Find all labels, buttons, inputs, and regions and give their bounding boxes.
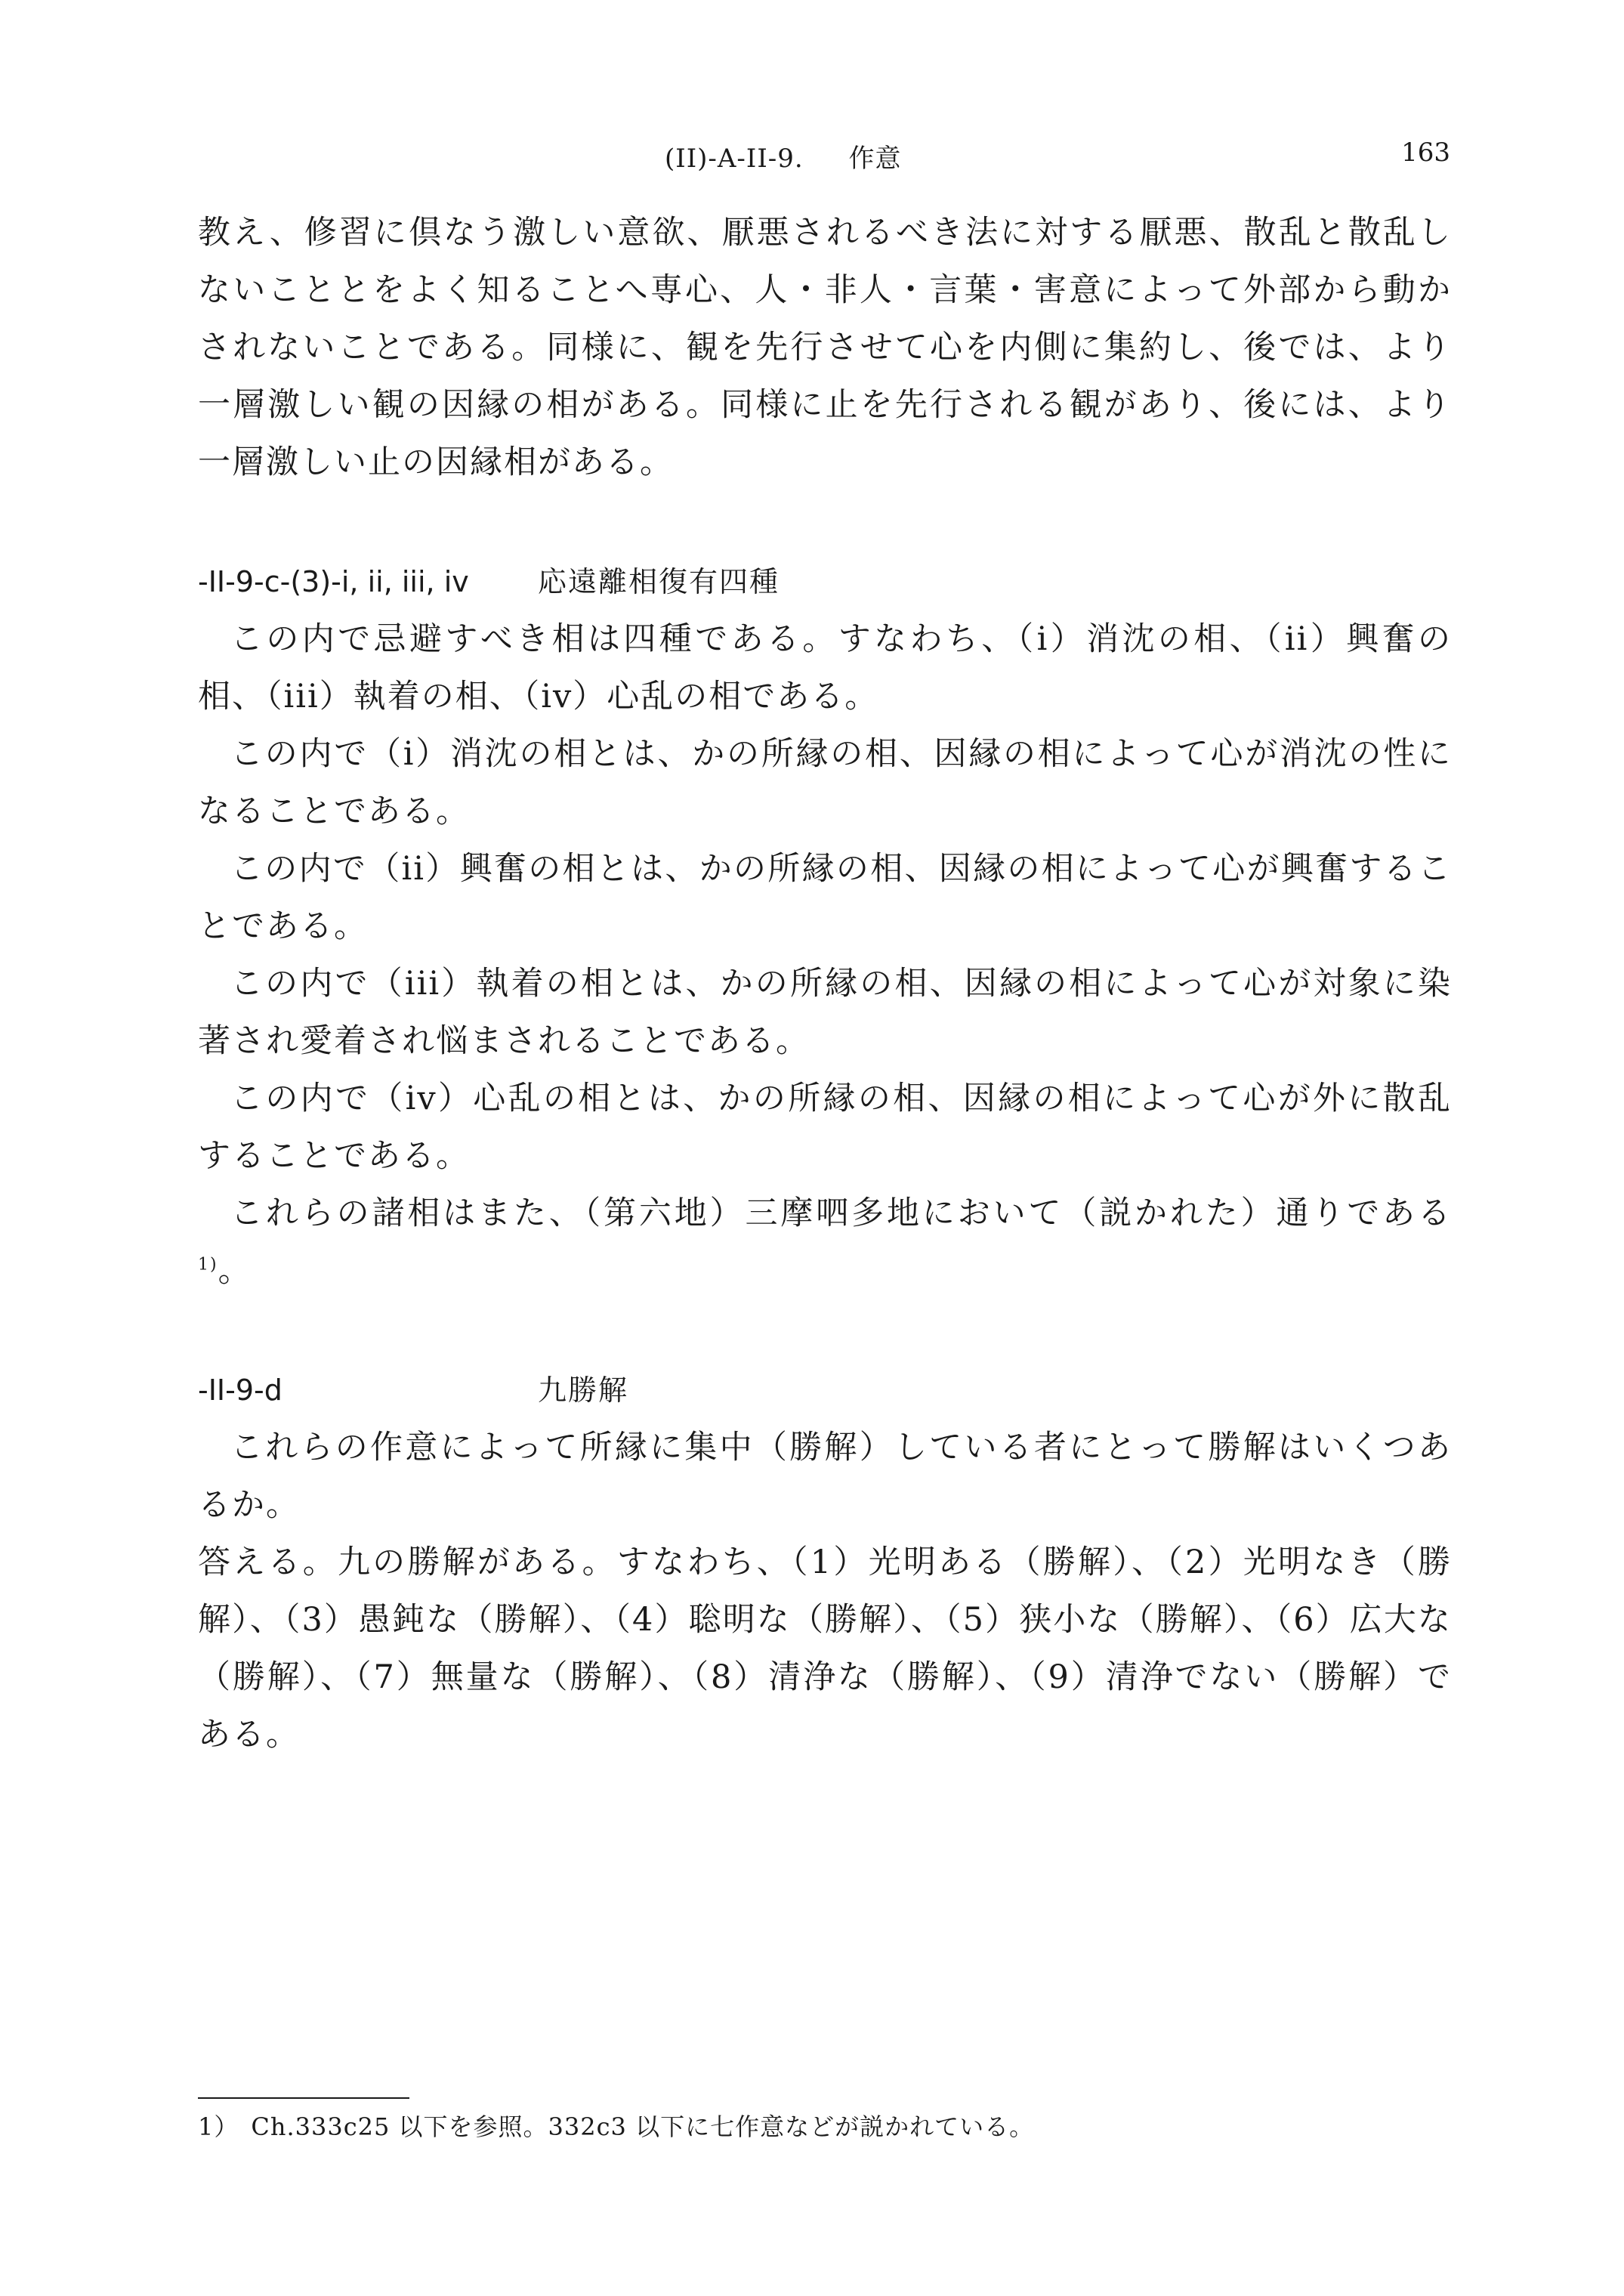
paragraph-with-footnote (198, 1185, 1452, 1299)
paragraph: この内で（iii）執着の相とは、かの所縁の相、因縁の相によって心が対象に染著され愛着され悩まされることである。 (198, 965, 1452, 1060)
section-code: -II-9-d (198, 1374, 283, 1407)
section-heading-avoid-signs (198, 553, 1452, 610)
footnote-divider (198, 2097, 409, 2099)
paragraph-text: これらの諸相はまた、（第六地）三摩呬多地において（説かれた）通りである (230, 1194, 1452, 1232)
header-section-code: (II)-A-II-9. (665, 144, 804, 174)
paragraph-end: 。 (218, 1252, 252, 1290)
paragraph: この内で（ii）興奮の相とは、かの所縁の相、因縁の相によって心が興奮することである。 (198, 850, 1452, 945)
page-number: 163 (1401, 138, 1450, 168)
running-title (665, 138, 902, 175)
intro-paragraph: 教え、修習に倶なう激しい意欲、厭悪されるべき法に対する厭悪、散乱と散乱しないこととをよく知ることへ専心、人・非人・言葉・害意によって外部から動かされないことである。同様に、観を先行させて心を内側に集約し、後では、より一層激しい観の因縁の相がある。同様に止を先行される観があり、後には、より一層激しい止の因縁相がある。 (198, 214, 1452, 481)
footnote-text: Ch.333c25 以下を参照。332c3 以下に七作意などが説かれている。 (251, 2112, 1035, 2141)
footnote-reference: 1) (198, 1255, 218, 1275)
paragraph: この内で（iv）心乱の相とは、かの所縁の相、因縁の相によって心が外に散乱することである。 (198, 1080, 1452, 1175)
body-text (198, 204, 1452, 1763)
paragraph: この内で（i）消沈の相とは、かの所縁の相、因縁の相によって心が消沈の性になることである。 (198, 735, 1452, 830)
paragraph: 答える。九の勝解がある。すなわち、（1）光明ある（勝解）、（2）光明なき（勝解）、（3）愚鈍な（勝解）、（4）聡明な（勝解）、（5）狭小な（勝解）、（6）広大な（勝解）、（7）無量な（勝解）、（8）清浄な（勝解）、（9）清浄でない（勝解）である。 (198, 1544, 1452, 1754)
header-title: 作意 (848, 144, 902, 174)
paragraph: これらの作意によって所縁に集中（勝解）している者にとって勝解はいくつあるか。 (198, 1429, 1452, 1524)
section-title: 九勝解 (538, 1374, 629, 1407)
paragraph: この内で忌避すべき相は四種である。すなわち、（i）消沈の相、（ii）興奮の相、（iii）執着の相、（iv）心乱の相である。 (198, 620, 1452, 715)
section-title: 応遠離相復有四種 (538, 565, 780, 598)
section-heading-nine-resolves (198, 1361, 1452, 1419)
section-code: -II-9-c-(3)-i, ii, iii, iv (198, 565, 469, 598)
footnote (198, 2108, 1452, 2146)
footnote-number: 1） (198, 2112, 239, 2141)
running-header (196, 138, 1450, 183)
